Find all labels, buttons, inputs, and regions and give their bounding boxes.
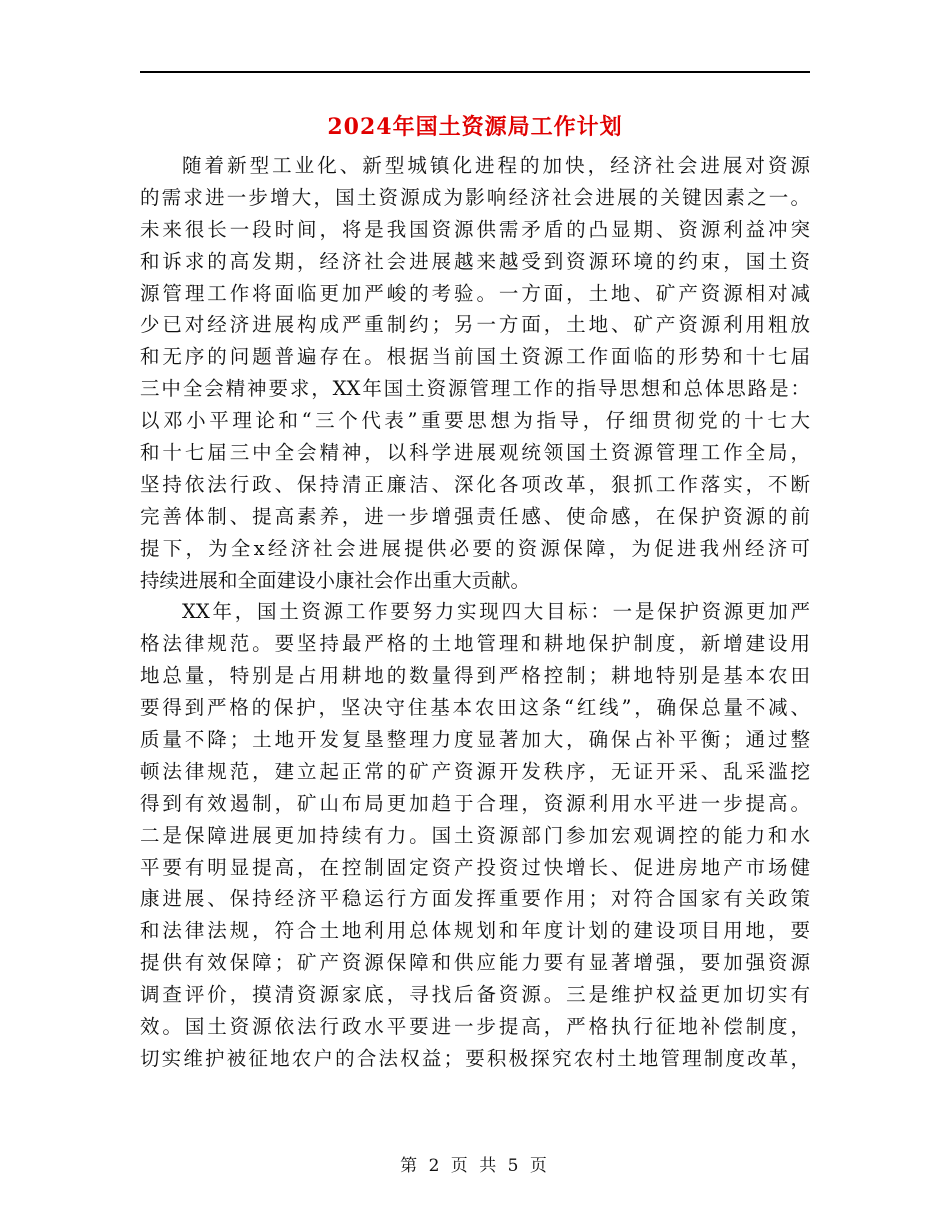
paragraph-line: 持续进展和全面建设小康社会作出重大贡献。 <box>140 568 531 592</box>
paragraph-line: 得到有效遏制，矿山布局更加趋于合理，资源利用水平进一步提高。 <box>140 791 810 815</box>
paragraph-line: 要得到严格的保护，坚决守住基本农田这条“红线”，确保总量不减、 <box>140 696 810 720</box>
paragraph-line: 随着新型工业化、新型城镇化进程的加快，经济社会进展对资源 <box>182 154 810 177</box>
paragraph-line: 顿法律规范，建立起正常的矿产资源开发秩序，无证开采、乱采滥挖 <box>140 759 810 783</box>
paragraph-line: 少已对经济进展构成严重制约；另一方面，土地、矿产资源利用粗放 <box>140 313 810 337</box>
paragraph-line: 未来很长一段时间，将是我国资源供需矛盾的凸显期、资源利益冲突 <box>140 217 810 241</box>
paragraph-line: 和法律法规，符合土地利用总体规划和年度计划的建设项目用地，要 <box>140 919 810 943</box>
page-number-footer: 第 2 页 共 5 页 <box>400 1156 550 1176</box>
paragraph-line: 康进展、保持经济平稳运行方面发挥重要作用；对符合国家有关政策 <box>140 887 810 911</box>
paragraph-line: 坚持依法行政、保持清正廉洁、深化各项改革，狠抓工作落实，不断 <box>140 472 810 496</box>
paragraph-line: 三中全会精神要求，XX年国土资源管理工作的指导思想和总体思路是： <box>140 377 810 401</box>
paragraph-line: 切实维护被征地农户的合法权益；要积极探究农村土地管理制度改革， <box>140 1046 810 1070</box>
paragraph-line: 完善体制、提高素养，进一步增强责任感、使命感，在保护资源的前 <box>140 504 810 528</box>
paragraph-line: 的需求进一步增大，国土资源成为影响经济社会进展的关键因素之一。 <box>140 185 810 209</box>
paragraph-line: 提下，为全x经济社会进展提供必要的资源保障，为促进我州经济可 <box>140 536 810 560</box>
paragraph-line: 和无序的问题普遍存在。根据当前国土资源工作面临的形势和十七届 <box>140 345 810 369</box>
paragraph-line: 源管理工作将面临更加严峻的考验。一方面，土地、矿产资源相对减 <box>140 281 810 305</box>
paragraph-line: 以邓小平理论和“三个代表”重要思想为指导，仔细贯彻党的十七大 <box>140 409 810 433</box>
paragraph-line: 地总量，特别是占用耕地的数量得到严格控制；耕地特别是基本农田 <box>140 664 810 688</box>
paragraph-line: 提供有效保障；矿产资源保障和供应能力要有显著增强，要加强资源 <box>140 951 810 975</box>
paragraph-line: 平要有明显提高，在控制固定资产投资过快增长、促进房地产市场健 <box>140 855 810 879</box>
paragraph-line: 二是保障进展更加持续有力。国土资源部门参加宏观调控的能力和水 <box>140 823 810 847</box>
paragraph-1 <box>140 150 810 596</box>
paragraph-line: 质量不降；土地开发复垦整理力度显著加大，确保占补平衡；通过整 <box>140 728 810 752</box>
paragraph-line: 调查评价，摸清资源家底，寻找后备资源。三是维护权益更加切实有 <box>140 983 810 1007</box>
header-rule <box>140 71 810 73</box>
paragraph-line: 格法律规范。要坚持最严格的土地管理和耕地保护制度，新增建设用 <box>140 632 810 656</box>
paragraph-line: 和十七届三中全会精神，以科学进展观统领国土资源管理工作全局， <box>140 441 810 465</box>
paragraph-line: XX年，国土资源工作要努力实现四大目标：一是保护资源更加严 <box>182 600 810 624</box>
paragraph-line: 和诉求的高发期，经济社会进展越来越受到资源环境的约束，国土资 <box>140 249 810 273</box>
document-body <box>140 150 810 1075</box>
paragraph-line: 效。国土资源依法行政水平要进一步提高，严格执行征地补偿制度， <box>140 1015 810 1039</box>
document-title: 2024年国土资源局工作计划 <box>327 114 623 140</box>
paragraph-2 <box>140 596 810 1074</box>
